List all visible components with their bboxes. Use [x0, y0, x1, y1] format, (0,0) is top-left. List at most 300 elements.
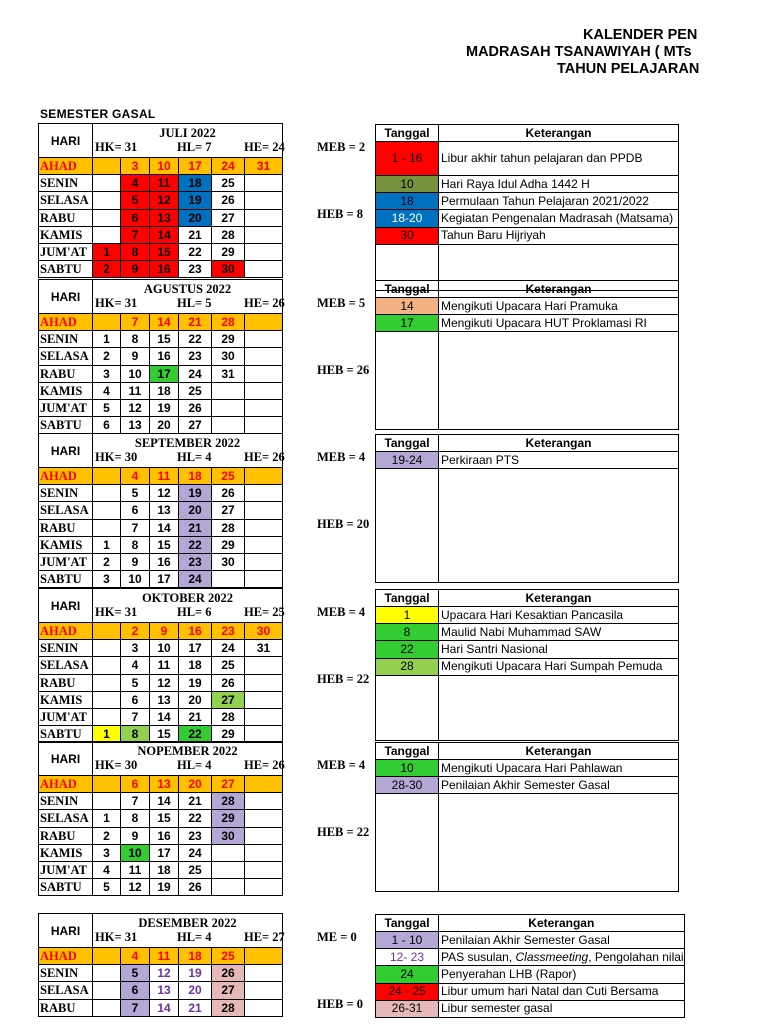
event-date: 1 - 16 — [376, 142, 439, 176]
date-cell: 20 — [150, 417, 179, 434]
date-cell: 18 — [179, 948, 212, 965]
day-row — [39, 571, 283, 588]
date-cell: 1 — [93, 810, 121, 827]
date-cell — [93, 708, 121, 725]
keterangan-row — [376, 452, 679, 469]
hk-label: HK= 31 — [95, 140, 138, 154]
date-cell: 7 — [121, 999, 150, 1016]
keterangan-block — [375, 124, 679, 291]
date-cell: 6 — [121, 502, 150, 519]
tanggal-header: Tanggal — [376, 915, 439, 932]
date-cell: 29 — [212, 726, 245, 743]
month-name: DESEMBER 2022 — [93, 914, 283, 932]
date-cell: 6 — [121, 982, 150, 999]
heb-label: HEB = 26 — [317, 363, 370, 378]
keterangan-row — [376, 708, 679, 741]
date-cell: 21 — [179, 793, 212, 810]
day-name: AHAD — [39, 158, 93, 175]
he-label: HE= 24 — [244, 140, 285, 154]
event-description — [439, 397, 679, 430]
event-description: Tahun Baru Hijriyah — [439, 227, 679, 244]
date-cell — [93, 793, 121, 810]
event-description-part: PAS susulan, — [441, 949, 516, 964]
date-cell — [245, 571, 283, 588]
hk-label: HK= 31 — [95, 296, 138, 310]
semester-label: SEMESTER GASAL — [40, 107, 156, 121]
date-cell: 7 — [121, 519, 150, 536]
keterangan-row — [376, 932, 685, 949]
event-description: Mengikuti Upacara Hari Pramuka — [439, 298, 679, 315]
keterangan-row — [376, 193, 679, 210]
date-cell — [93, 209, 121, 226]
date-cell: 1 — [93, 331, 121, 348]
event-description — [439, 692, 679, 708]
keterangan-row — [376, 777, 679, 794]
date-cell: 27 — [212, 691, 245, 708]
event-description: Mengikuti Upacara Hari Sumpah Pemuda — [439, 658, 679, 675]
event-date — [376, 332, 439, 349]
date-cell: 26 — [179, 879, 212, 896]
day-name: AHAD — [39, 314, 93, 331]
date-cell: 5 — [93, 879, 121, 896]
day-name: SABTU — [39, 417, 93, 434]
date-cell — [245, 810, 283, 827]
keterangan-row — [376, 794, 679, 811]
keterangan-row — [376, 1000, 685, 1017]
event-description: Mengikuti Upacara HUT Proklamasi RI — [439, 315, 679, 332]
date-cell: 18 — [179, 657, 212, 674]
date-cell: 21 — [179, 708, 212, 725]
day-name: SENIN — [39, 793, 93, 810]
date-cell — [245, 536, 283, 553]
day-name: KAMIS — [39, 844, 93, 861]
day-row — [39, 417, 283, 434]
day-row — [39, 468, 283, 485]
day-name: SENIN — [39, 965, 93, 982]
day-name: RABU — [39, 999, 93, 1016]
date-cell: 23 — [179, 553, 212, 570]
date-cell: 9 — [150, 623, 179, 640]
date-cell: 2 — [93, 261, 121, 278]
keterangan-row — [376, 966, 685, 983]
day-name: AHAD — [39, 623, 93, 640]
event-date: 8 — [376, 624, 439, 641]
event-date — [376, 534, 439, 550]
day-name: RABU — [39, 365, 93, 382]
keterangan-row — [376, 227, 679, 244]
date-cell: 21 — [179, 999, 212, 1016]
date-cell: 4 — [121, 948, 150, 965]
date-cell: 5 — [121, 192, 150, 209]
date-cell: 8 — [121, 536, 150, 553]
date-cell: 2 — [93, 348, 121, 365]
keterangan-block — [375, 434, 679, 583]
event-description — [439, 469, 679, 486]
event-date — [376, 827, 439, 843]
keterangan-row — [376, 381, 679, 397]
date-cell: 19 — [150, 879, 179, 896]
date-cell: 20 — [179, 209, 212, 226]
day-row — [39, 623, 283, 640]
date-cell: 10 — [121, 571, 150, 588]
event-description — [439, 675, 679, 692]
date-cell: 25 — [212, 175, 245, 192]
date-cell: 14 — [150, 793, 179, 810]
date-cell: 28 — [212, 708, 245, 725]
tanggal-header: Tanggal — [376, 743, 439, 760]
event-date: 12- 23 — [376, 949, 439, 966]
day-name: SENIN — [39, 331, 93, 348]
keterangan-row — [376, 624, 679, 641]
tanggal-header: Tanggal — [376, 435, 439, 452]
date-cell — [93, 674, 121, 691]
event-date — [376, 244, 439, 261]
day-name: JUM'AT — [39, 708, 93, 725]
date-cell: 20 — [179, 982, 212, 999]
keterangan-table — [375, 434, 679, 583]
date-cell: 4 — [121, 175, 150, 192]
date-cell: 20 — [179, 691, 212, 708]
day-row — [39, 158, 283, 175]
date-cell: 5 — [121, 674, 150, 691]
keterangan-header: Keterangan — [439, 435, 679, 452]
hk-label: HK= 30 — [95, 450, 138, 464]
date-cell: 18 — [179, 468, 212, 485]
keterangan-row — [376, 550, 679, 583]
date-cell: 13 — [150, 209, 179, 226]
date-cell — [93, 314, 121, 331]
day-row — [39, 243, 283, 260]
date-cell: 16 — [150, 348, 179, 365]
keterangan-row — [376, 534, 679, 550]
hari-header: HARI — [39, 280, 93, 314]
date-cell: 20 — [179, 776, 212, 793]
date-cell — [212, 571, 245, 588]
event-date: 10 — [376, 760, 439, 777]
date-cell: 14 — [150, 519, 179, 536]
date-cell: 23 — [179, 261, 212, 278]
keterangan-row — [376, 349, 679, 365]
date-cell — [245, 348, 283, 365]
day-name: SABTU — [39, 879, 93, 896]
date-cell: 18 — [150, 382, 179, 399]
date-cell: 12 — [121, 399, 150, 416]
date-cell: 24 — [179, 571, 212, 588]
day-row — [39, 810, 283, 827]
date-cell: 6 — [121, 691, 150, 708]
day-row — [39, 399, 283, 416]
date-cell — [93, 519, 121, 536]
date-cell: 25 — [212, 468, 245, 485]
heb-label: HEB = 8 — [317, 207, 364, 222]
date-cell: 12 — [150, 965, 179, 982]
date-cell: 8 — [121, 810, 150, 827]
event-description: Kegiatan Pengenalan Madrasah (Matsama) — [439, 210, 679, 227]
event-description: Perkiraan PTS — [439, 452, 679, 469]
day-row — [39, 365, 283, 382]
month-name: SEPTEMBER 2022 — [93, 434, 283, 452]
date-cell: 27 — [212, 502, 245, 519]
event-description: Penilaian Akhir Semester Gasal — [439, 777, 679, 794]
event-date: 18 — [376, 193, 439, 210]
event-date — [376, 692, 439, 708]
day-name: RABU — [39, 209, 93, 226]
date-cell: 15 — [150, 726, 179, 743]
month-calendar-table — [38, 913, 283, 1017]
date-cell — [245, 844, 283, 861]
event-date — [376, 502, 439, 518]
event-date — [376, 397, 439, 430]
day-name: SELASA — [39, 810, 93, 827]
date-cell: 19 — [150, 399, 179, 416]
date-cell — [93, 657, 121, 674]
date-cell — [245, 417, 283, 434]
date-cell: 24 — [212, 158, 245, 175]
event-date: 14 — [376, 298, 439, 315]
day-name: KAMIS — [39, 382, 93, 399]
date-cell: 6 — [93, 417, 121, 434]
date-cell — [245, 243, 283, 260]
day-name: SENIN — [39, 175, 93, 192]
month-name: JULI 2022 — [93, 124, 283, 142]
event-date: 30 — [376, 227, 439, 244]
date-cell — [93, 468, 121, 485]
keterangan-block — [375, 742, 679, 892]
day-name: JUM'AT — [39, 399, 93, 416]
tanggal-header: Tanggal — [376, 590, 439, 607]
event-date: 19-24 — [376, 452, 439, 469]
event-date: 26-31 — [376, 1000, 439, 1017]
day-row — [39, 261, 283, 278]
date-cell — [93, 982, 121, 999]
date-cell: 28 — [212, 226, 245, 243]
date-cell — [93, 485, 121, 502]
keterangan-row — [376, 859, 679, 892]
day-row — [39, 999, 283, 1016]
date-cell: 22 — [179, 331, 212, 348]
date-cell: 2 — [93, 553, 121, 570]
date-cell — [245, 519, 283, 536]
event-date — [376, 708, 439, 741]
date-cell: 12 — [150, 485, 179, 502]
day-row — [39, 192, 283, 209]
day-row — [39, 382, 283, 399]
date-cell: 30 — [212, 553, 245, 570]
event-description: Permulaan Tahun Pelajaran 2021/2022 — [439, 193, 679, 210]
day-row — [39, 861, 283, 878]
event-date: 22 — [376, 641, 439, 658]
date-cell: 26 — [212, 192, 245, 209]
he-label: HE= 25 — [244, 605, 285, 619]
date-cell: 26 — [212, 674, 245, 691]
day-name: AHAD — [39, 776, 93, 793]
date-cell: 4 — [93, 861, 121, 878]
date-cell: 26 — [212, 485, 245, 502]
date-cell: 11 — [150, 657, 179, 674]
date-cell: 30 — [212, 827, 245, 844]
event-description — [439, 332, 679, 349]
date-cell: 21 — [179, 519, 212, 536]
hl-label: HL= 7 — [177, 140, 212, 154]
event-date: 28 — [376, 658, 439, 675]
day-row — [39, 209, 283, 226]
date-cell — [245, 793, 283, 810]
event-date: 24 - 25 — [376, 983, 439, 1000]
hari-header: HARI — [39, 742, 93, 776]
event-description: Hari Raya Idul Adha 1442 H — [439, 176, 679, 193]
day-row — [39, 691, 283, 708]
keterangan-row — [376, 469, 679, 486]
event-date: 28-30 — [376, 777, 439, 794]
event-date: 10 — [376, 176, 439, 193]
event-description — [439, 708, 679, 741]
date-cell: 7 — [121, 226, 150, 243]
date-cell: 6 — [121, 776, 150, 793]
day-name: JUM'AT — [39, 243, 93, 260]
event-description — [439, 859, 679, 892]
date-cell: 11 — [150, 175, 179, 192]
date-cell: 14 — [150, 708, 179, 725]
date-cell: 10 — [121, 844, 150, 861]
hk-label: HK= 31 — [95, 605, 138, 619]
date-cell — [212, 879, 245, 896]
date-cell — [245, 965, 283, 982]
date-cell — [245, 982, 283, 999]
date-cell: 24 — [212, 640, 245, 657]
event-description-emphasis: Classmeeting — [515, 949, 589, 964]
date-cell — [245, 192, 283, 209]
date-cell: 27 — [212, 982, 245, 999]
date-cell — [93, 999, 121, 1016]
date-cell: 29 — [212, 536, 245, 553]
date-cell: 7 — [121, 314, 150, 331]
date-cell: 15 — [150, 536, 179, 553]
date-cell: 28 — [212, 793, 245, 810]
day-row — [39, 776, 283, 793]
date-cell — [245, 226, 283, 243]
month-name: AGUSTUS 2022 — [93, 280, 283, 298]
day-name: KAMIS — [39, 691, 93, 708]
date-cell: 17 — [150, 571, 179, 588]
keterangan-row — [376, 658, 679, 675]
calendar-title: KALENDER PEN — [583, 27, 698, 43]
date-cell: 5 — [121, 965, 150, 982]
day-name: SELASA — [39, 348, 93, 365]
hari-header: HARI — [39, 914, 93, 948]
date-cell: 13 — [150, 776, 179, 793]
keterangan-row — [376, 811, 679, 827]
date-cell — [245, 502, 283, 519]
date-cell — [245, 175, 283, 192]
date-cell: 1 — [93, 536, 121, 553]
date-cell: 4 — [121, 468, 150, 485]
date-cell: 11 — [150, 468, 179, 485]
date-cell: 12 — [150, 674, 179, 691]
event-date — [376, 675, 439, 692]
keterangan-table — [375, 914, 685, 1018]
keterangan-row — [376, 397, 679, 430]
day-row — [39, 175, 283, 192]
keterangan-row — [376, 315, 679, 332]
event-description: Hari Santri Nasional — [439, 641, 679, 658]
date-cell: 9 — [121, 348, 150, 365]
date-cell: 15 — [150, 810, 179, 827]
event-description — [439, 550, 679, 583]
day-row — [39, 708, 283, 725]
date-cell: 16 — [150, 553, 179, 570]
keterangan-row — [376, 332, 679, 349]
date-cell: 17 — [150, 365, 179, 382]
date-cell: 17 — [179, 640, 212, 657]
keterangan-row — [376, 485, 679, 501]
date-cell — [93, 192, 121, 209]
day-name: KAMIS — [39, 536, 93, 553]
keterangan-row — [376, 244, 679, 261]
day-row — [39, 965, 283, 982]
date-cell: 26 — [179, 399, 212, 416]
event-date — [376, 794, 439, 811]
hl-label: HL= 4 — [177, 758, 212, 772]
date-cell: 4 — [121, 657, 150, 674]
date-cell: 16 — [150, 261, 179, 278]
madrasah-title: MADRASAH TSANAWIYAH ( MTs — [466, 44, 692, 60]
tahun-pelajaran-title: TAHUN PELAJARAN — [557, 61, 700, 77]
date-cell — [212, 399, 245, 416]
day-row — [39, 485, 283, 502]
date-cell — [245, 399, 283, 416]
hari-header: HARI — [39, 589, 93, 623]
event-description: Libur umum hari Natal dan Cuti Bersama — [439, 983, 685, 1000]
heb-label: HEB = 20 — [317, 517, 370, 532]
event-description: Penyerahan LHB (Rapor) — [439, 966, 685, 983]
date-cell: 13 — [121, 417, 150, 434]
event-description: Mengikuti Upacara Hari Pahlawan — [439, 760, 679, 777]
date-cell — [93, 640, 121, 657]
date-cell: 3 — [121, 640, 150, 657]
date-cell: 5 — [93, 399, 121, 416]
event-date: 1 - 10 — [376, 932, 439, 949]
meb-label: MEB = 4 — [317, 605, 366, 619]
meb-label: MEB = 4 — [317, 450, 366, 464]
day-row — [39, 879, 283, 896]
hk-label: HK= 31 — [95, 930, 138, 944]
date-cell: 25 — [212, 657, 245, 674]
date-cell: 15 — [150, 243, 179, 260]
day-name: SELASA — [39, 192, 93, 209]
date-cell: 23 — [212, 623, 245, 640]
meb-label: ME = 0 — [317, 930, 357, 944]
date-cell: 9 — [121, 261, 150, 278]
event-date: 17 — [376, 315, 439, 332]
keterangan-row — [376, 760, 679, 777]
date-cell — [245, 209, 283, 226]
hl-label: HL= 4 — [177, 450, 212, 464]
date-cell: 20 — [179, 502, 212, 519]
day-row — [39, 553, 283, 570]
event-description — [439, 244, 679, 261]
heb-label: HEB = 22 — [317, 825, 370, 840]
keterangan-header: Keterangan — [439, 125, 679, 142]
date-cell: 29 — [212, 331, 245, 348]
day-row — [39, 331, 283, 348]
day-name: SABTU — [39, 261, 93, 278]
event-description — [439, 949, 685, 966]
keterangan-row — [376, 641, 679, 658]
meb-label: MEB = 4 — [317, 758, 366, 772]
event-description — [439, 349, 679, 365]
date-cell: 27 — [212, 209, 245, 226]
day-row — [39, 502, 283, 519]
